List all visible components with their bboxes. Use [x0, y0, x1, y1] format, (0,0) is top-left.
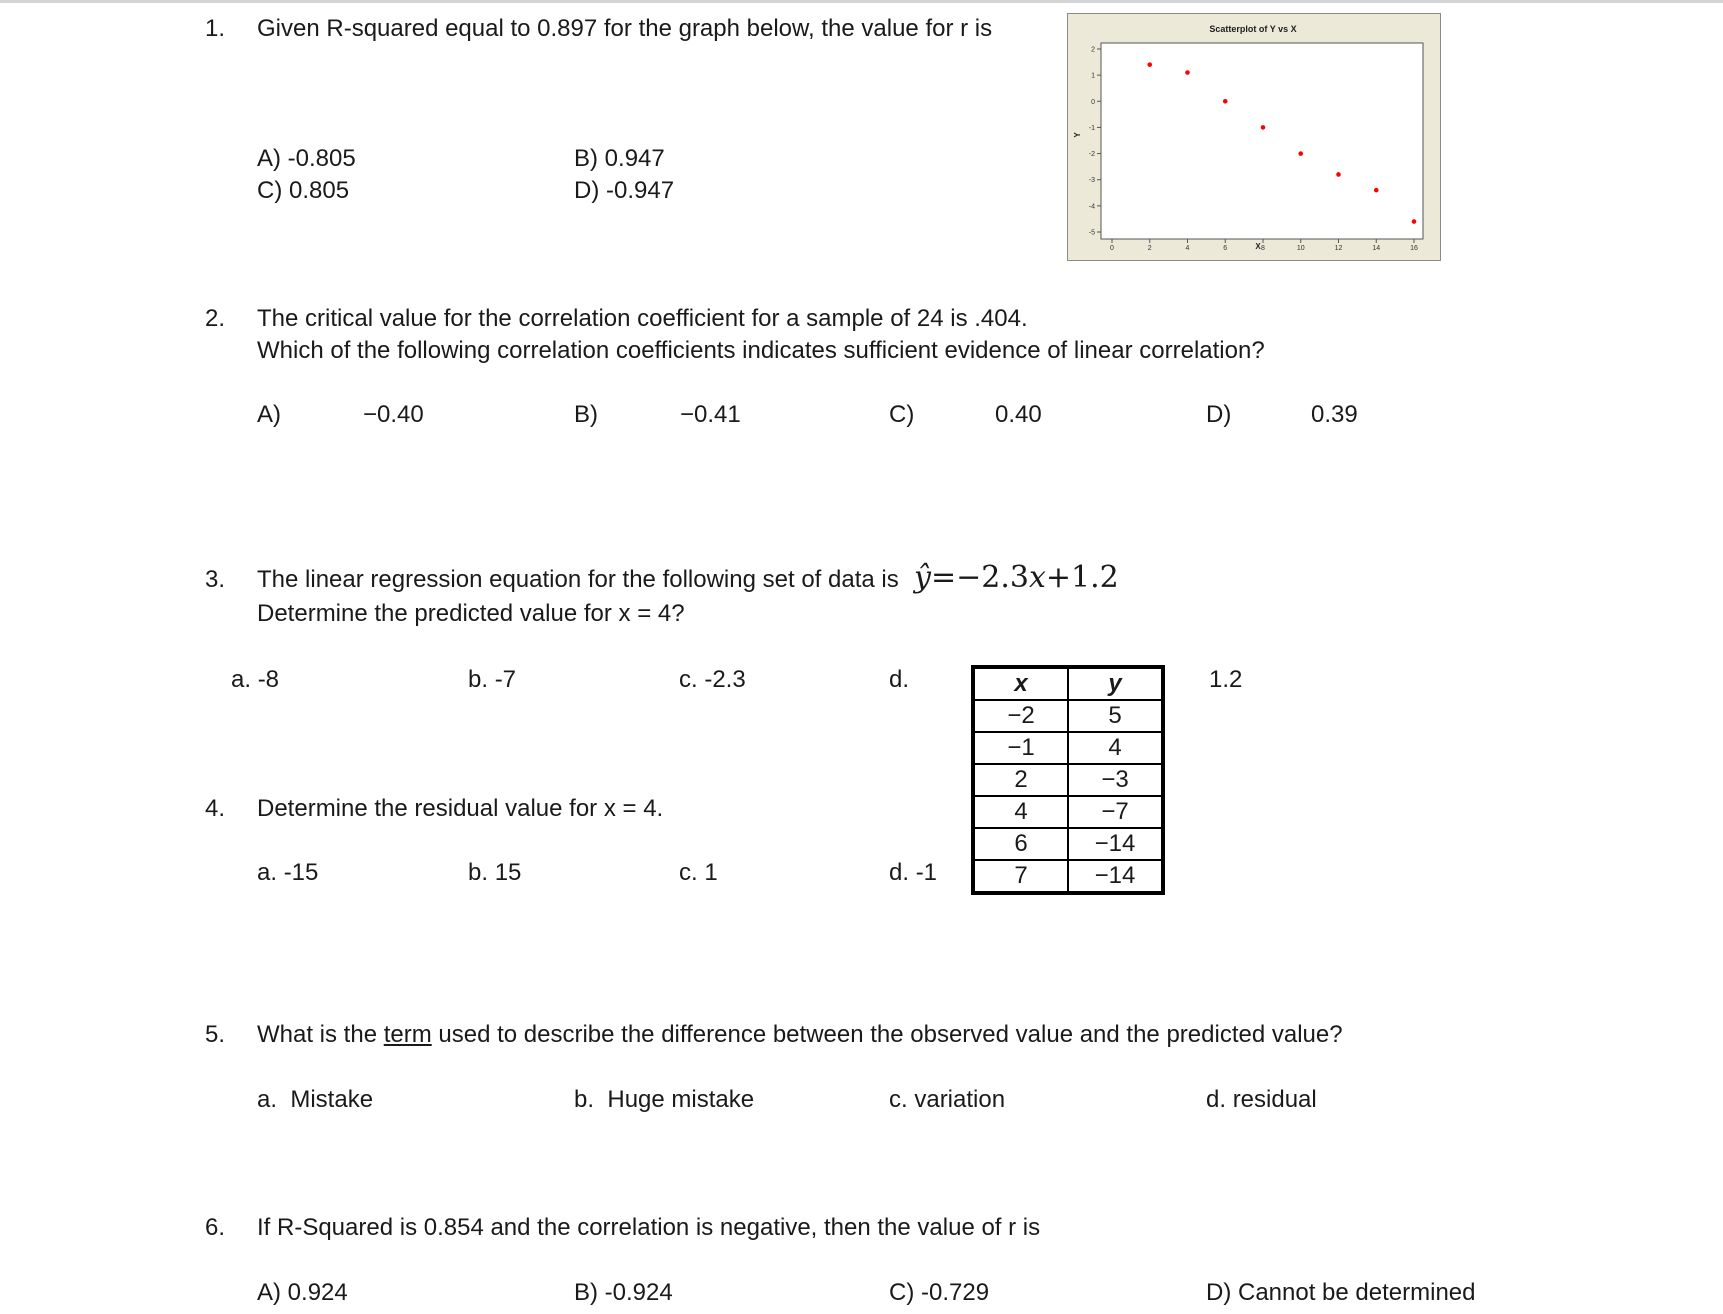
data-table	[971, 665, 1165, 895]
table-header-y: y	[1068, 667, 1163, 700]
x-tick-label: 16	[1410, 245, 1418, 252]
question-number: 3.	[205, 566, 226, 593]
table-cell: −2	[973, 700, 1068, 732]
x-tick-label: 2	[1147, 245, 1152, 252]
table-row	[973, 860, 1163, 893]
question-text-line-2: Determine the predicted value for x = 4?	[257, 600, 685, 627]
question-text-line-1: The critical value for the correlation coefficient for a sample of 24 is .404.	[257, 305, 1028, 332]
y-tick-label: -3	[1088, 177, 1095, 185]
y-tick-label: -1	[1088, 124, 1095, 132]
option-a[interactable]: A) 0.924	[257, 1279, 348, 1306]
option-a[interactable]: a. Mistake	[257, 1086, 374, 1113]
table-row	[973, 700, 1163, 732]
x-tick-label: 0	[1110, 245, 1114, 252]
y-tick-label: 1	[1091, 72, 1095, 80]
x-tick-label: 6	[1223, 245, 1228, 252]
y-tick-label: -4	[1088, 203, 1095, 211]
data-point	[1412, 219, 1417, 224]
option-b[interactable]: b. 15	[468, 859, 522, 886]
table-header-row	[973, 667, 1163, 700]
term-underlined: term	[383, 1021, 432, 1048]
regression-equation: ŷ=−2.3x+1.2	[914, 560, 1119, 595]
question-text: What is the term used to describe the difference between the observed value and the predicted value?	[257, 1021, 1343, 1048]
option-b[interactable]: b. -7	[468, 666, 517, 693]
x-tick-label: 14	[1372, 245, 1381, 252]
option-d-label[interactable]: d.	[889, 666, 910, 693]
option-a[interactable]: a. -15	[257, 859, 319, 886]
y-tick-label: 0	[1091, 98, 1095, 106]
table-cell: −14	[1068, 828, 1163, 860]
option-b-value: −0.41	[680, 401, 741, 428]
x-tick-label: 4	[1185, 245, 1190, 252]
option-c[interactable]: c. variation	[889, 1086, 1006, 1113]
table-cell: 4	[1068, 732, 1163, 764]
x-tick-label: 8	[1261, 245, 1265, 252]
scatterplot	[1067, 13, 1441, 261]
table-cell: −7	[1068, 796, 1163, 828]
table-cell: 7	[973, 860, 1068, 893]
option-d[interactable]: D) -0.947	[574, 177, 675, 204]
table-cell: −3	[1068, 764, 1163, 796]
x-axis-label: X	[1255, 242, 1261, 251]
option-d-value: 1.2	[1209, 666, 1243, 693]
option-d[interactable]: D) Cannot be determined	[1206, 1279, 1476, 1306]
data-point	[1336, 172, 1341, 177]
option-a[interactable]: A) -0.805	[257, 145, 356, 172]
option-c[interactable]: c. -2.3	[679, 666, 746, 693]
option-c[interactable]: C) 0.805	[257, 177, 350, 204]
table-cell: 2	[973, 764, 1068, 796]
table-header-x: x	[973, 667, 1068, 700]
data-point	[1185, 70, 1190, 75]
table-cell: 5	[1068, 700, 1163, 732]
option-d[interactable]: d. residual	[1206, 1086, 1317, 1113]
question-number: 1.	[205, 15, 226, 42]
x-tick-label: 12	[1334, 245, 1343, 252]
data-point	[1223, 99, 1228, 104]
top-divider	[0, 0, 1723, 3]
data-point	[1374, 188, 1379, 193]
table-row	[973, 732, 1163, 764]
chart-title: Scatterplot of Y vs X	[1209, 24, 1297, 34]
table-row	[973, 828, 1163, 860]
table-cell: 4	[973, 796, 1068, 828]
option-d[interactable]: d. -1	[889, 859, 938, 886]
question-number: 2.	[205, 305, 226, 332]
option-d-label[interactable]: D)	[1206, 401, 1232, 428]
question-text-line-2: Which of the following correlation coefficients indicates sufficient evidence of linear correlation?	[257, 337, 1265, 364]
y-tick-label: -2	[1088, 151, 1095, 159]
question-text: If R-Squared is 0.854 and the correlation is negative, then the value of r is	[257, 1214, 1041, 1241]
question-text: Given R-squared equal to 0.897 for the graph below, the value for r is	[257, 15, 993, 42]
question-number: 6.	[205, 1214, 226, 1241]
table-cell: −14	[1068, 860, 1163, 893]
option-b-label[interactable]: B)	[574, 401, 598, 428]
plot-area	[1101, 43, 1423, 239]
option-b[interactable]: b. Huge mistake	[574, 1086, 755, 1113]
table-cell: 6	[973, 828, 1068, 860]
option-b[interactable]: B) -0.924	[574, 1279, 673, 1306]
option-c-value: 0.40	[995, 401, 1042, 428]
x-tick-label: 10	[1296, 245, 1305, 252]
option-a-label[interactable]: A)	[257, 401, 281, 428]
data-point	[1147, 62, 1152, 67]
option-c[interactable]: c. 1	[679, 859, 718, 886]
table-row	[973, 764, 1163, 796]
y-tick-label: -5	[1088, 229, 1095, 237]
question-text: Determine the residual value for x = 4.	[257, 795, 664, 822]
option-b[interactable]: B) 0.947	[574, 145, 665, 172]
option-d-value: 0.39	[1311, 401, 1358, 428]
option-c-label[interactable]: C)	[889, 401, 915, 428]
data-point	[1261, 125, 1266, 130]
y-axis-label: Y	[1073, 132, 1082, 138]
option-a-value: −0.40	[363, 401, 424, 428]
data-point	[1298, 151, 1303, 156]
option-a[interactable]: a. -8	[231, 666, 280, 693]
y-tick-label: 2	[1091, 46, 1095, 54]
table-row	[973, 796, 1163, 828]
question-number: 5.	[205, 1021, 226, 1048]
table-cell: −1	[973, 732, 1068, 764]
option-c[interactable]: C) -0.729	[889, 1279, 990, 1306]
question-number: 4.	[205, 795, 226, 822]
question-text: The linear regression equation for the following set of data is	[257, 566, 899, 593]
